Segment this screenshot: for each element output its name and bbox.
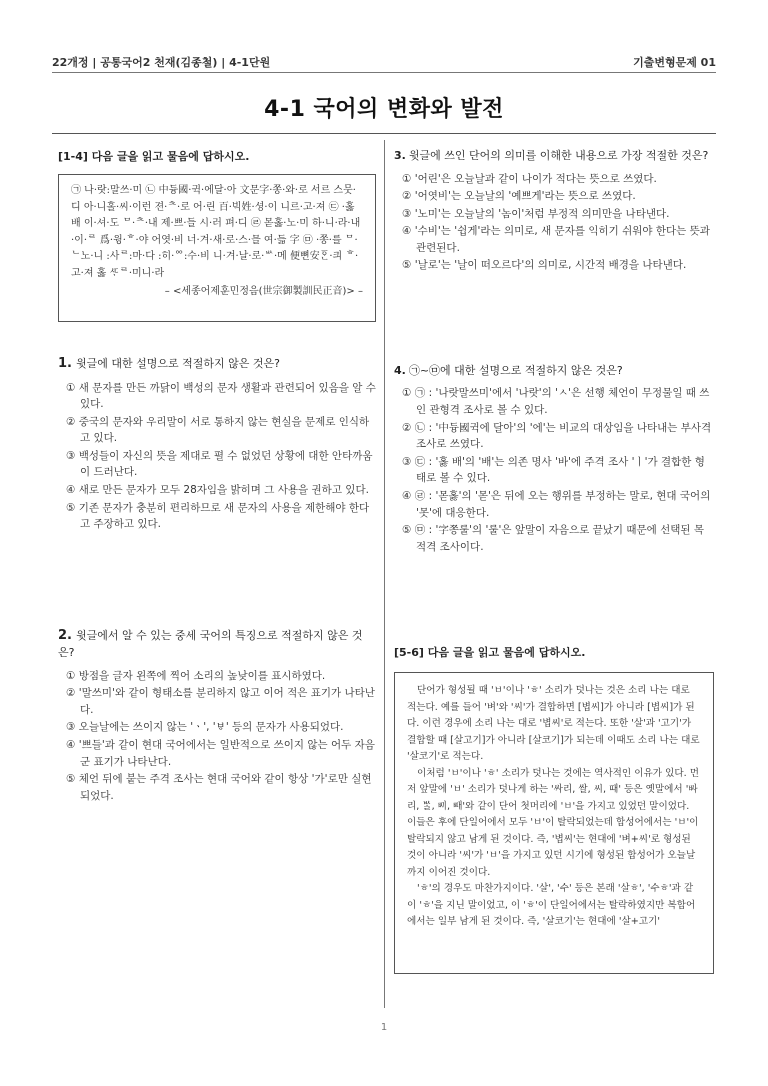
question-4 bbox=[394, 363, 714, 380]
question-1 bbox=[58, 354, 376, 374]
passage-paragraph-2: 이처럼 'ㅂ'이나 'ㅎ' 소리가 덧나는 것에는 역사적인 이유가 있다. 먼저 앞말에 'ㅂ' 소리가 덧나게 하는 '싸리, 쌀, 씨, 때' 등은 옛말에서 'ᄡᅡ리, ᄡᆞᆯ, ᄢᅵ, ᄣᅢ'와 같이 단어 첫머리에 'ㅂ'을 가지고 있었던 말이었다. 이들은 후에 단일어에서 모두 'ㅂ'이 탈락되었는데 합성어에서는 'ㅂ'이 탈락되지 않고 남게 된 것이다. 즉, '볍씨'는 현대에 '벼+씨'로 형성된 것이 아니라 '씨'가 'ㅂ'을 가지고 있던 시기에 형성된 합성어가 오늘날까지 이어진 것이다. bbox=[407, 767, 700, 878]
header-course-info: 22개정 | 공통국어2 천재(김종철) | 4-1단원 bbox=[52, 56, 271, 69]
page-title: 4-1 국어의 변화와 발전 bbox=[264, 97, 504, 122]
question-4-choice-5[interactable]: ⑤ ㉤ : '字쫑룰'의 '룰'은 앞말이 자음으로 끝났기 때문에 선택된 목적격 조사이다. bbox=[402, 524, 705, 553]
question-2-choice-2[interactable]: ② '말쓰미'와 같이 형태소를 분리하지 않고 이어 적은 표기가 나타난다. bbox=[66, 687, 375, 716]
question-3 bbox=[394, 148, 714, 165]
question-2-stem: 윗글에서 알 수 있는 중세 국어의 특징으로 적절하지 않은 것은? bbox=[58, 628, 363, 660]
question-1-choice-4[interactable]: ④ 새로 만든 문자가 모두 28자임을 밝히며 그 사용을 권하고 있다. bbox=[66, 483, 369, 496]
question-1-choice-3[interactable]: ③ 백성들이 자신의 뜻을 제대로 펼 수 없었던 상황에 대한 안타까움이 드러난다. bbox=[66, 449, 373, 479]
passage-text: ㉠ 나·랏:말쓰·미 ㉡ 中듕國·귁·에달·아 文문字·쫑·와·로 서르 스뭇·디 아·니홀·씨·이런 젼·ᄎ·로 어·린 百·빅姓·셩·이 니르·고·져 ㉢ ·홇 배 이·셔·도 ᄆ·ᄎ·내 제·쁘·들 시·러 펴·디 ㉣ 몯홇·노·미 하·니·라·내·이·ᄅ 爲·윙·ᄒ·야 어엿·비 너·겨·새·로·스·믈 여·듧 字 ㉤ ·쫑·를 ᄆ·ᄂ노·니 :사ᄅ:마·다 :히·ᅇ:수·비 니·겨·날·로·ᄡ·메 便뼌安ᅙᆞᆫ·킈 ᄒ·고·져 홇 ᄯᆞᄅ·미니·라 bbox=[71, 185, 361, 279]
question-4-choice-4[interactable]: ④ ㉣ : '몯홇'의 '몯'은 뒤에 오는 행위를 부정하는 말로, 현대 국어의 '못'에 대응한다. bbox=[402, 489, 711, 519]
question-4-choice-3[interactable]: ③ ㉢ : '홇 배'의 '배'는 의존 명사 '바'에 주격 조사 'ㅣ'가 결합한 형태로 볼 수 있다. bbox=[402, 455, 705, 485]
question-3-stem: 윗글에 쓰인 단어의 의미를 이해한 내용으로 가장 적절한 것은? bbox=[408, 149, 709, 162]
right-column bbox=[394, 148, 714, 974]
page-number: 1 bbox=[380, 1022, 388, 1033]
question-3-choice-4[interactable]: ④ '수비'는 '쉽게'라는 의미로, 새 문자를 익히기 쉬워야 한다는 뜻과 관련된다. bbox=[402, 225, 710, 254]
question-3-choice-1[interactable]: ① '어린'은 오늘날과 같이 나이가 적다는 뜻으로 쓰였다. bbox=[402, 172, 657, 185]
section-1-heading: [1-4] 다음 글을 읽고 물음에 답하시오. bbox=[58, 150, 250, 163]
question-2-choice-5[interactable]: ⑤ 체언 뒤에 붙는 주격 조사는 현대 국어와 같이 항상 '가'로만 실현되었다. bbox=[66, 773, 372, 802]
question-3-choice-3[interactable]: ③ '노미'는 오늘날의 '놈이'처럼 부정적 의미만을 나타낸다. bbox=[402, 207, 670, 220]
question-4-number: 4. bbox=[394, 363, 406, 377]
question-2-number: 2. bbox=[58, 627, 72, 643]
classical-passage-box bbox=[58, 174, 376, 322]
title-divider bbox=[52, 133, 716, 134]
question-4-choice-2[interactable]: ② ㉡ : '中듕國귁에 달아'의 '에'는 비교의 대상임을 나타내는 부사격 조사로 쓰였다. bbox=[402, 421, 712, 451]
question-1-choice-1[interactable]: ① 새 문자를 만든 까닭이 백성의 문자 생활과 관련되어 있음을 알 수 있다. bbox=[66, 381, 376, 411]
question-1-choice-2[interactable]: ② 중국의 문자와 우리말이 서로 통하지 않는 현실을 문제로 인식하고 있다. bbox=[66, 415, 370, 445]
question-3-choice-5[interactable]: ⑤ '날로'는 '날이 떠오르다'의 의미로, 시간적 배경을 나타낸다. bbox=[402, 259, 687, 272]
question-1-stem: 윗글에 대한 설명으로 적절하지 않은 것은? bbox=[75, 357, 280, 370]
passage-paragraph-3: 'ㅎ'의 경우도 마찬가지이다. '살', '수' 등은 본래 '살ㅎ', '수ㅎ'과 같이 'ㅎ'을 지닌 말이었고, 이 'ㅎ'이 단일어에서는 탈락하였지만 복합어에서는 일부 남게 된 것이다. 즉, '살코기'는 현대에 '살+고기' bbox=[407, 883, 696, 928]
question-3-choice-2[interactable]: ② '어엿비'는 오늘날의 '예쁘게'라는 뜻으로 쓰였다. bbox=[402, 190, 636, 203]
question-2-choice-3[interactable]: ③ 오늘날에는 쓰이지 않는 'ㆍ', 'ㅸ' 등의 문자가 사용되었다. bbox=[66, 721, 344, 734]
question-2-choice-1[interactable]: ① 방점을 글자 왼쪽에 찍어 소리의 높낮이를 표시하였다. bbox=[66, 669, 326, 682]
left-column bbox=[58, 148, 376, 805]
modern-passage-box bbox=[394, 672, 714, 974]
header-divider bbox=[52, 72, 716, 73]
header-doc-type: 기출변형문제 01 bbox=[633, 56, 716, 69]
column-divider bbox=[384, 140, 385, 1008]
question-1-choice-5[interactable]: ⑤ 기존 문자가 충분히 편리하므로 새 문자의 사용을 제한해야 한다고 주장하고 있다. bbox=[66, 501, 370, 531]
section-2-heading: [5-6] 다음 글을 읽고 물음에 답하시오. bbox=[394, 646, 586, 660]
passage-source: – <세종어제훈민정음(世宗御製訓民正音)> – bbox=[164, 286, 363, 297]
question-2 bbox=[58, 626, 376, 662]
passage-paragraph-1: 단어가 형성될 때 'ㅂ'이나 'ㅎ' 소리가 덧나는 것은 소리 나는 대로 적는다. 예를 들어 '벼'와 '씨'가 결합하면 [볍씨]가 아니라 [볍씨]가 된다. 이런 경우에 소리 나는 대로 '볍씨'로 적는다. 또한 '살'과 '고기'가 결합할 때 [살고기]가 아니라 [살코기]가 되는데 이때도 소리 나는 대로 '살코기'로 적는다. bbox=[407, 685, 700, 763]
question-1-number: 1. bbox=[58, 356, 72, 371]
question-3-number: 3. bbox=[394, 149, 406, 162]
question-4-choice-1[interactable]: ① ㉠ : '나랏말쓰미'에서 '나랏'의 'ㅅ'은 선행 체언이 무정물일 때 쓰인 관형격 조사로 볼 수 있다. bbox=[402, 387, 710, 417]
question-4-stem: ㉠~㉤에 대한 설명으로 적절하지 않은 것은? bbox=[408, 363, 623, 377]
question-2-choice-4[interactable]: ④ '쁘들'과 같이 현대 국어에서는 일반적으로 쓰이지 않는 어두 자음군 표기가 나타난다. bbox=[66, 739, 375, 768]
